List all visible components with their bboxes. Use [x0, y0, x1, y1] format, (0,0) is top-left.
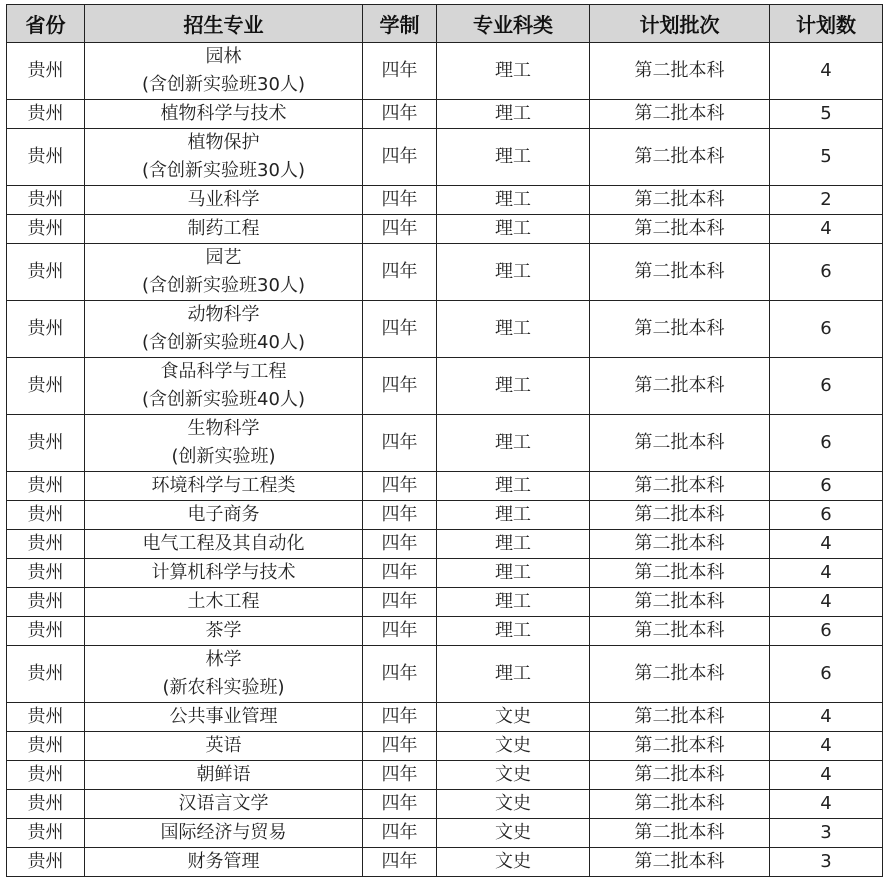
major-cell: [85, 301, 363, 358]
table-row: [7, 819, 883, 848]
major-cell: [85, 501, 363, 530]
province-cell: 贵州: [7, 790, 85, 819]
count-cell: 6: [770, 415, 883, 472]
table-row: [7, 530, 883, 559]
major-note: (新农科实验班): [162, 677, 285, 698]
major-cell: [85, 848, 363, 877]
duration-cell: 四年: [363, 129, 437, 186]
count-cell: 4: [770, 530, 883, 559]
province-cell: 贵州: [7, 588, 85, 617]
count-cell: 4: [770, 761, 883, 790]
major-cell: [85, 646, 363, 703]
major-name: 朝鲜语: [196, 764, 251, 785]
table-row: [7, 129, 883, 186]
table-row: [7, 732, 883, 761]
province-cell: 贵州: [7, 415, 85, 472]
province-cell: 贵州: [7, 703, 85, 732]
duration-cell: 四年: [363, 301, 437, 358]
duration-cell: 四年: [363, 43, 437, 100]
major-name: 生物科学: [187, 418, 260, 439]
duration-cell: 四年: [363, 186, 437, 215]
category-cell: 文史: [437, 790, 590, 819]
category-cell: 理工: [437, 617, 590, 646]
major-name: 环境科学与工程类: [151, 475, 296, 496]
major-cell: [85, 43, 363, 100]
category-cell: 文史: [437, 819, 590, 848]
count-cell: 3: [770, 819, 883, 848]
enrollment-plan-table: [6, 4, 883, 877]
major-cell: [85, 472, 363, 501]
category-cell: 理工: [437, 530, 590, 559]
province-cell: 贵州: [7, 43, 85, 100]
duration-cell: 四年: [363, 790, 437, 819]
duration-cell: 四年: [363, 588, 437, 617]
category-cell: 理工: [437, 358, 590, 415]
batch-cell: 第二批本科: [590, 559, 770, 588]
batch-cell: 第二批本科: [590, 129, 770, 186]
duration-cell: 四年: [363, 415, 437, 472]
major-cell: [85, 530, 363, 559]
province-cell: 贵州: [7, 472, 85, 501]
batch-cell: 第二批本科: [590, 43, 770, 100]
batch-cell: 第二批本科: [590, 501, 770, 530]
duration-cell: 四年: [363, 703, 437, 732]
category-cell: 理工: [437, 415, 590, 472]
count-cell: 6: [770, 301, 883, 358]
duration-cell: 四年: [363, 530, 437, 559]
batch-cell: 第二批本科: [590, 819, 770, 848]
major-name: 计算机科学与技术: [151, 562, 296, 583]
province-cell: 贵州: [7, 646, 85, 703]
major-name: 动物科学: [187, 304, 260, 325]
count-cell: 6: [770, 501, 883, 530]
major-name: 财务管理: [187, 851, 260, 872]
category-cell: 理工: [437, 129, 590, 186]
major-cell: [85, 129, 363, 186]
major-cell: [85, 415, 363, 472]
major-note: (含创新实验班40人): [142, 389, 305, 410]
major-cell: [85, 186, 363, 215]
major-name: 马业科学: [187, 189, 260, 210]
duration-cell: 四年: [363, 215, 437, 244]
table-row: [7, 100, 883, 129]
table-row: [7, 415, 883, 472]
count-cell: 6: [770, 472, 883, 501]
duration-cell: 四年: [363, 501, 437, 530]
category-cell: 理工: [437, 244, 590, 301]
batch-cell: 第二批本科: [590, 588, 770, 617]
duration-cell: 四年: [363, 617, 437, 646]
duration-cell: 四年: [363, 358, 437, 415]
batch-cell: 第二批本科: [590, 358, 770, 415]
province-cell: 贵州: [7, 358, 85, 415]
batch-cell: 第二批本科: [590, 761, 770, 790]
major-name: 植物保护: [187, 132, 260, 153]
count-cell: 6: [770, 358, 883, 415]
province-cell: 贵州: [7, 617, 85, 646]
province-cell: 贵州: [7, 301, 85, 358]
category-cell: 理工: [437, 501, 590, 530]
province-cell: 贵州: [7, 129, 85, 186]
duration-cell: 四年: [363, 244, 437, 301]
category-cell: 理工: [437, 646, 590, 703]
batch-cell: 第二批本科: [590, 530, 770, 559]
major-cell: [85, 215, 363, 244]
batch-cell: 第二批本科: [590, 415, 770, 472]
category-cell: 理工: [437, 559, 590, 588]
table-row: [7, 761, 883, 790]
major-name: 公共事业管理: [169, 706, 278, 727]
major-cell: [85, 790, 363, 819]
table-row: [7, 358, 883, 415]
table-row: [7, 501, 883, 530]
batch-cell: 第二批本科: [590, 186, 770, 215]
table-row: [7, 646, 883, 703]
major-cell: [85, 244, 363, 301]
category-cell: 文史: [437, 848, 590, 877]
duration-cell: 四年: [363, 761, 437, 790]
duration-cell: 四年: [363, 559, 437, 588]
duration-cell: 四年: [363, 472, 437, 501]
count-cell: 6: [770, 617, 883, 646]
count-cell: 4: [770, 43, 883, 100]
major-name: 植物科学与技术: [160, 103, 287, 124]
duration-cell: 四年: [363, 100, 437, 129]
major-name: 制药工程: [187, 218, 260, 239]
count-cell: 4: [770, 588, 883, 617]
major-note: (含创新实验班30人): [142, 160, 305, 181]
major-cell: [85, 761, 363, 790]
batch-cell: 第二批本科: [590, 790, 770, 819]
header-major: 招生专业: [85, 5, 363, 43]
table-row: [7, 186, 883, 215]
major-name: 汉语言文学: [178, 793, 269, 814]
header-batch: 计划批次: [590, 5, 770, 43]
duration-cell: 四年: [363, 819, 437, 848]
major-name: 茶学: [205, 620, 242, 641]
major-name: 英语: [205, 735, 242, 756]
major-note: (含创新实验班30人): [142, 74, 305, 95]
table-row: [7, 215, 883, 244]
count-cell: 3: [770, 848, 883, 877]
category-cell: 理工: [437, 215, 590, 244]
header-category: 专业科类: [437, 5, 590, 43]
table-row: [7, 244, 883, 301]
major-name: 国际经济与贸易: [160, 822, 287, 843]
category-cell: 文史: [437, 732, 590, 761]
major-note: (含创新实验班40人): [142, 332, 305, 353]
province-cell: 贵州: [7, 732, 85, 761]
category-cell: 理工: [437, 100, 590, 129]
count-cell: 2: [770, 186, 883, 215]
count-cell: 6: [770, 244, 883, 301]
major-cell: [85, 819, 363, 848]
batch-cell: 第二批本科: [590, 244, 770, 301]
category-cell: 理工: [437, 472, 590, 501]
major-cell: [85, 559, 363, 588]
table-row: [7, 588, 883, 617]
province-cell: 贵州: [7, 501, 85, 530]
duration-cell: 四年: [363, 646, 437, 703]
province-cell: 贵州: [7, 559, 85, 588]
major-cell: [85, 358, 363, 415]
major-name: 林学: [205, 649, 242, 670]
major-cell: [85, 588, 363, 617]
province-cell: 贵州: [7, 530, 85, 559]
category-cell: 文史: [437, 761, 590, 790]
province-cell: 贵州: [7, 761, 85, 790]
major-cell: [85, 100, 363, 129]
province-cell: 贵州: [7, 848, 85, 877]
major-name: 园艺: [205, 247, 242, 268]
batch-cell: 第二批本科: [590, 848, 770, 877]
batch-cell: 第二批本科: [590, 472, 770, 501]
batch-cell: 第二批本科: [590, 215, 770, 244]
province-cell: 贵州: [7, 186, 85, 215]
major-cell: [85, 732, 363, 761]
category-cell: 理工: [437, 588, 590, 617]
major-cell: [85, 617, 363, 646]
table-row: [7, 703, 883, 732]
major-name: 园林: [205, 46, 242, 67]
table-row: [7, 301, 883, 358]
major-note: (创新实验班): [171, 446, 276, 467]
major-note: (含创新实验班30人): [142, 275, 305, 296]
batch-cell: 第二批本科: [590, 703, 770, 732]
major-name: 电子商务: [187, 504, 260, 525]
count-cell: 4: [770, 559, 883, 588]
batch-cell: 第二批本科: [590, 617, 770, 646]
count-cell: 4: [770, 790, 883, 819]
count-cell: 4: [770, 215, 883, 244]
header-province: 省份: [7, 5, 85, 43]
table-row: [7, 848, 883, 877]
province-cell: 贵州: [7, 244, 85, 301]
count-cell: 4: [770, 732, 883, 761]
table-row: [7, 790, 883, 819]
count-cell: 4: [770, 703, 883, 732]
major-name: 电气工程及其自动化: [142, 533, 305, 554]
batch-cell: 第二批本科: [590, 646, 770, 703]
duration-cell: 四年: [363, 848, 437, 877]
batch-cell: 第二批本科: [590, 100, 770, 129]
table-body: [7, 43, 883, 877]
table-row: [7, 472, 883, 501]
table-row: [7, 617, 883, 646]
category-cell: 理工: [437, 301, 590, 358]
province-cell: 贵州: [7, 819, 85, 848]
province-cell: 贵州: [7, 215, 85, 244]
batch-cell: 第二批本科: [590, 301, 770, 358]
province-cell: 贵州: [7, 100, 85, 129]
category-cell: 理工: [437, 43, 590, 100]
count-cell: 5: [770, 100, 883, 129]
header-row: [7, 5, 883, 43]
header-count: 计划数: [770, 5, 883, 43]
major-name: 食品科学与工程: [160, 361, 287, 382]
header-duration: 学制: [363, 5, 437, 43]
major-cell: [85, 703, 363, 732]
table-row: [7, 43, 883, 100]
major-name: 土木工程: [187, 591, 260, 612]
batch-cell: 第二批本科: [590, 732, 770, 761]
category-cell: 文史: [437, 703, 590, 732]
category-cell: 理工: [437, 186, 590, 215]
table-row: [7, 559, 883, 588]
count-cell: 6: [770, 646, 883, 703]
duration-cell: 四年: [363, 732, 437, 761]
count-cell: 5: [770, 129, 883, 186]
